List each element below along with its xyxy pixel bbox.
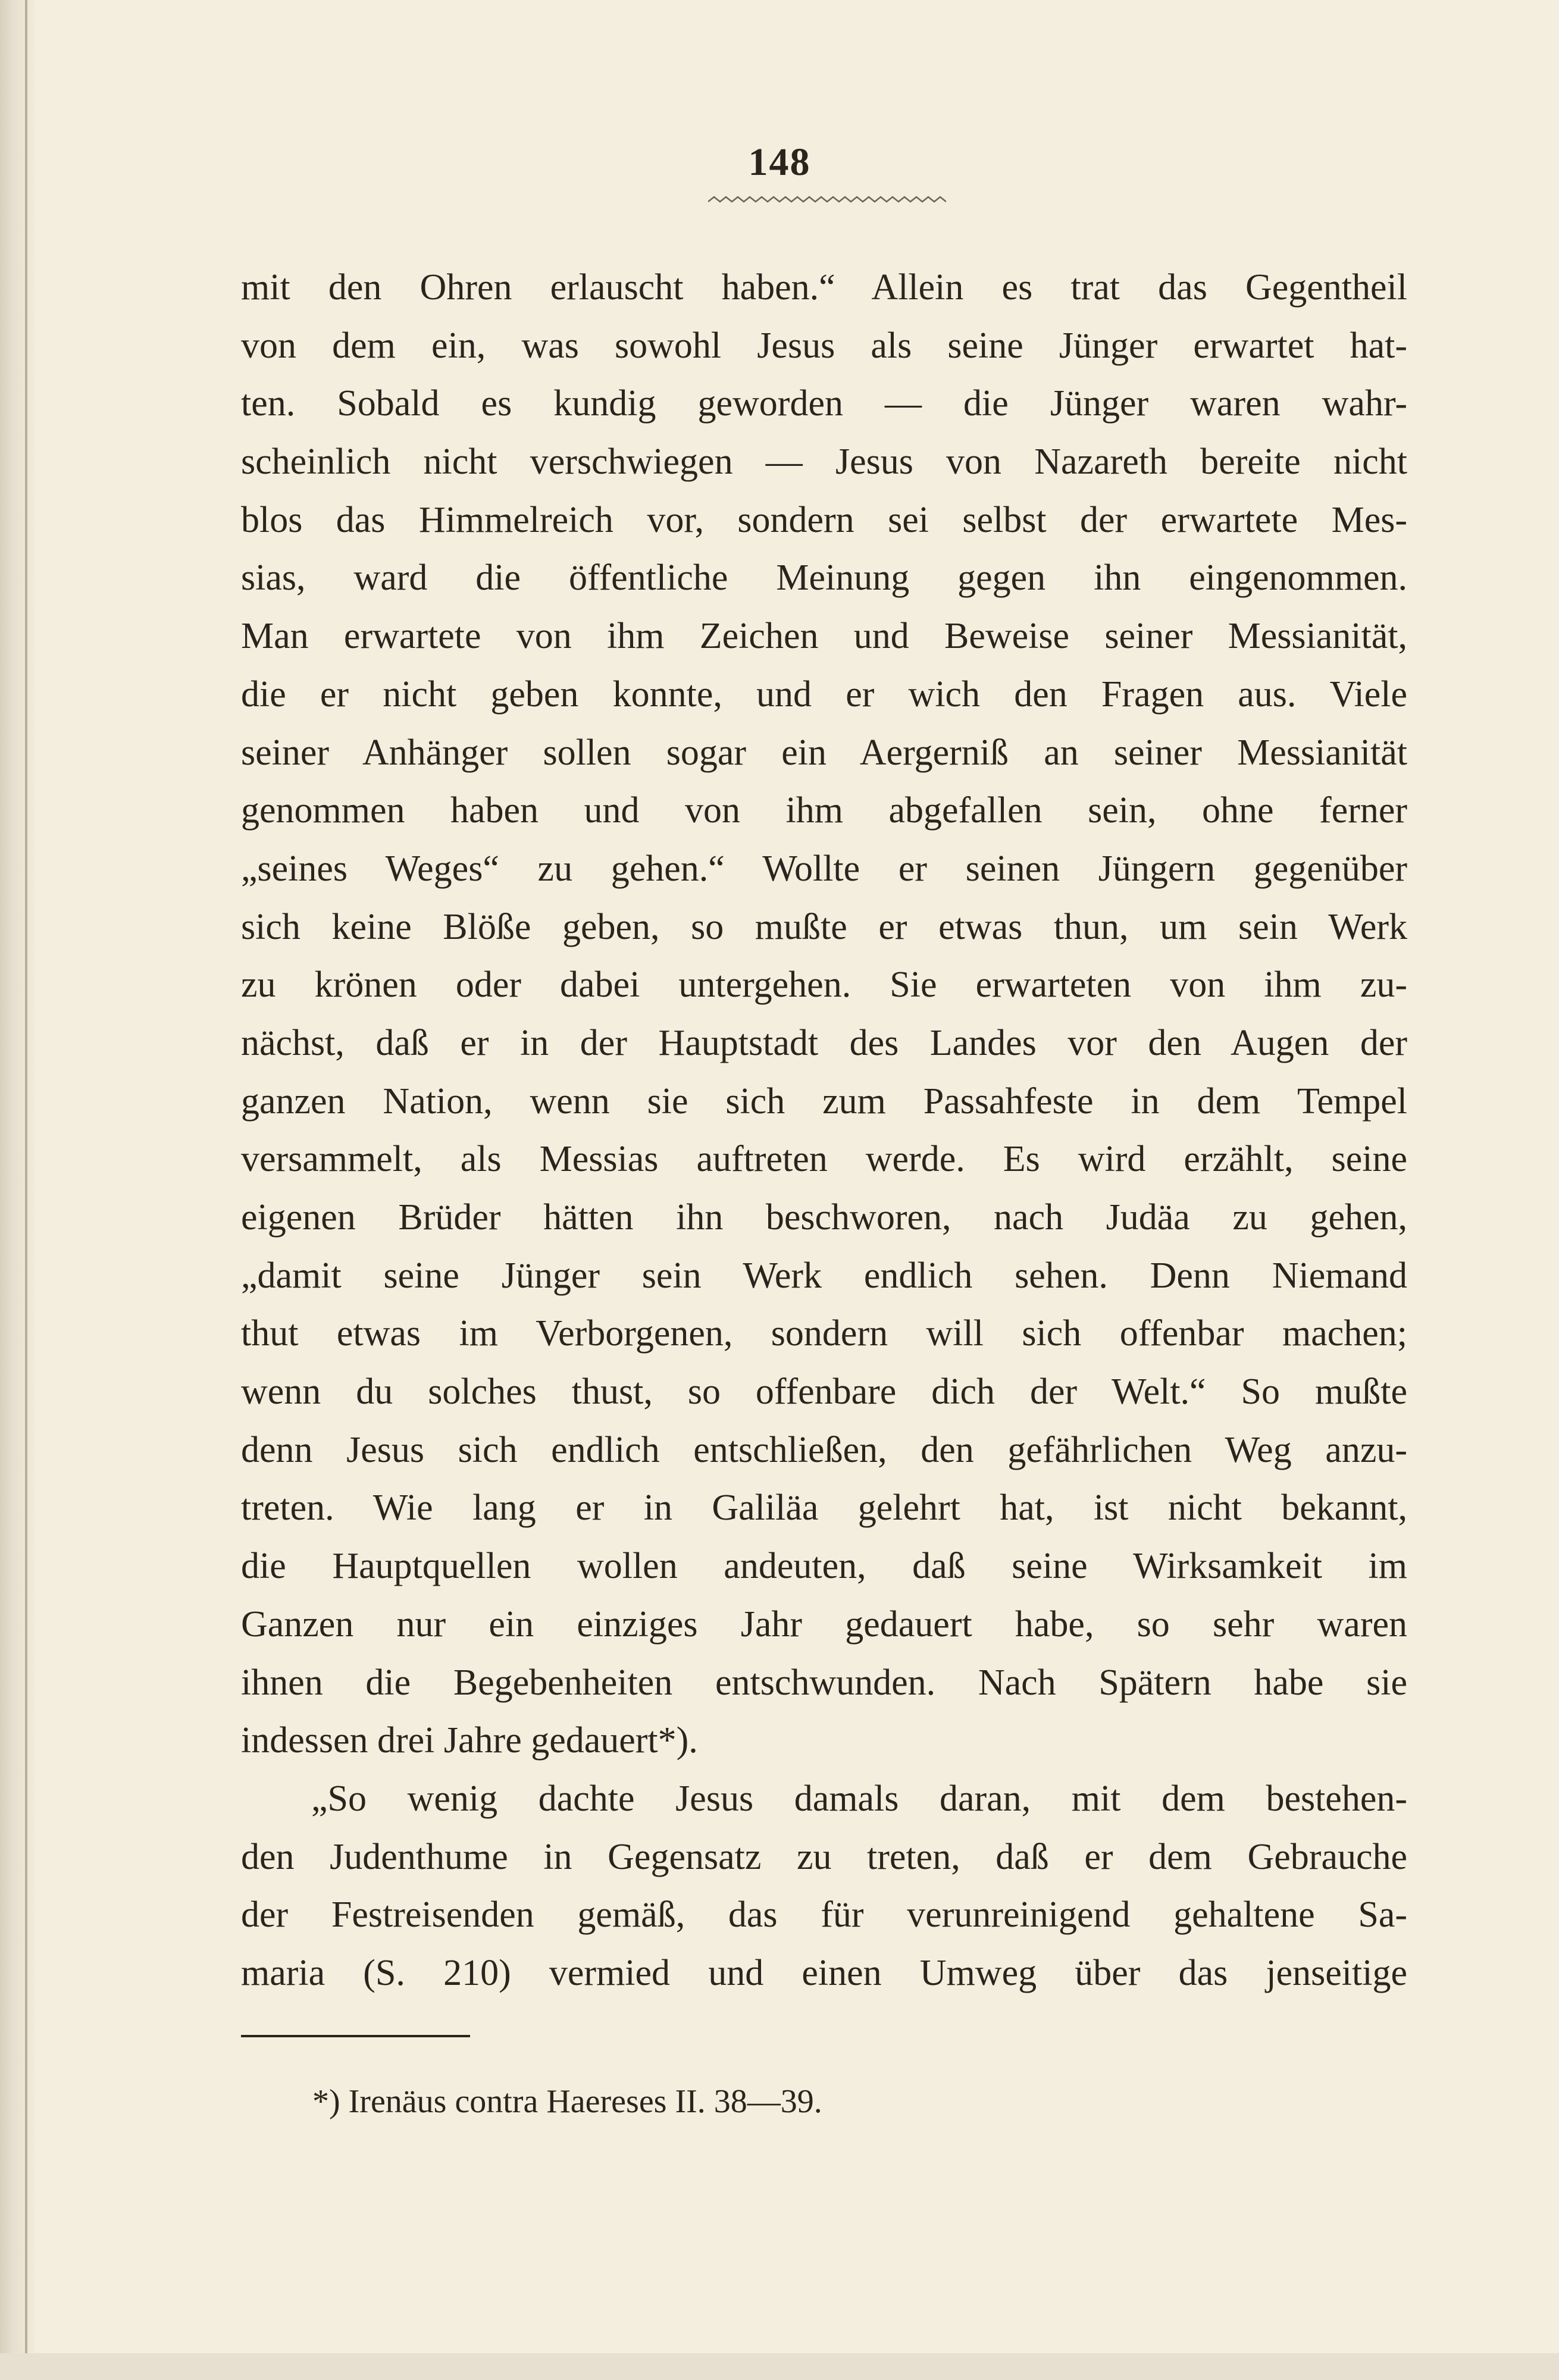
text-line: indessen drei Jahre gedauert*). [241,1720,698,1761]
text-line: ihnen die Begebenheiten entschwunden. Nach Spätern habe sie [241,1662,1407,1703]
page-gutter-shadow [0,0,35,2380]
text-line: den Judenthume in Gegensatz zu treten, daß er dem Gebrauche [241,1836,1407,1877]
text-line: blos das Himmelreich vor, sondern sei selbst der erwartete Mes- [241,499,1407,540]
text-line: thut etwas im Verborgenen, sondern will sich offenbar machen; [241,1313,1407,1354]
page-edge-line [25,0,27,2380]
text-line: „seines Weges“ zu gehen.“ Wollte er seinen Jüngern gegenüber [241,848,1407,889]
text-line: von dem ein, was sowohl Jesus als seine Jünger erwartet hat- [241,325,1407,366]
text-line: wenn du solches thust, so offenbare dich der Welt.“ So mußte [241,1371,1407,1413]
body-text [241,259,1407,2003]
text-line: der Festreisenden gemäß, das für verunreinigend gehaltene Sa- [241,1894,1407,1936]
text-line: denn Jesus sich endlich entschließen, den gefährlichen Weg anzu- [241,1429,1407,1470]
text-line: zu krönen oder dabei untergehen. Sie erwarteten von ihm zu- [241,964,1407,1006]
text-line: scheinlich nicht verschwiegen — Jesus von Nazareth bereite nicht [241,441,1407,483]
page-number: 148 [748,140,811,184]
footnote: *) Irenäus contra Haereses II. 38—39. [312,2083,822,2120]
page-bottom-edge [0,2353,1559,2380]
text-line: „So wenig dachte Jesus damals daran, mit dem bestehen- [311,1778,1407,1819]
text-line: genommen haben und von ihm abgefallen sein, ohne ferner [241,790,1407,831]
text-line: nächst, daß er in der Hauptstadt des Landes vor den Augen der [241,1022,1407,1063]
text-line: die Hauptquellen wollen andeuten, daß seine Wirksamkeit im [241,1546,1407,1587]
text-line: sias, ward die öffentliche Meinung gegen ihn eingenommen. [241,558,1407,599]
text-line: ten. Sobald es kundig geworden — die Jünger waren wahr- [241,383,1407,424]
text-line: eigenen Brüder hätten ihn beschworen, nach Judäa zu gehen, [241,1197,1407,1238]
text-line: Man erwartete von ihm Zeichen und Beweise seiner Messianität, [241,616,1407,657]
text-line: treten. Wie lang er in Galiläa gelehrt hat, ist nicht bekannt, [241,1488,1407,1529]
text-line: ganzen Nation, wenn sie sich zum Passahfeste in dem Tempel [241,1081,1407,1122]
footnote-divider [241,2035,470,2037]
text-line: „damit seine Jünger sein Werk endlich sehen. Denn Niemand [241,1255,1407,1296]
text-line: die er nicht geben konnte, und er wich den Fragen aus. Viele [241,674,1407,715]
text-line: sich keine Blöße geben, so mußte er etwas thun, um sein Werk [241,906,1407,947]
text-line: Ganzen nur ein einziges Jahr gedauert habe, so sehr waren [241,1604,1407,1645]
text-line: versammelt, als Messias auftreten werde. Es wird erzählt, seine [241,1139,1407,1180]
header-ornament [708,195,946,205]
text-line: mit den Ohren erlauscht haben.“ Allein es trat das Gegentheil [241,267,1407,308]
text-line: seiner Anhänger sollen sogar ein Aergerniß an seiner Messianität [241,732,1407,773]
text-line: maria (S. 210) vermied und einen Umweg über das jenseitige [241,1952,1407,1993]
